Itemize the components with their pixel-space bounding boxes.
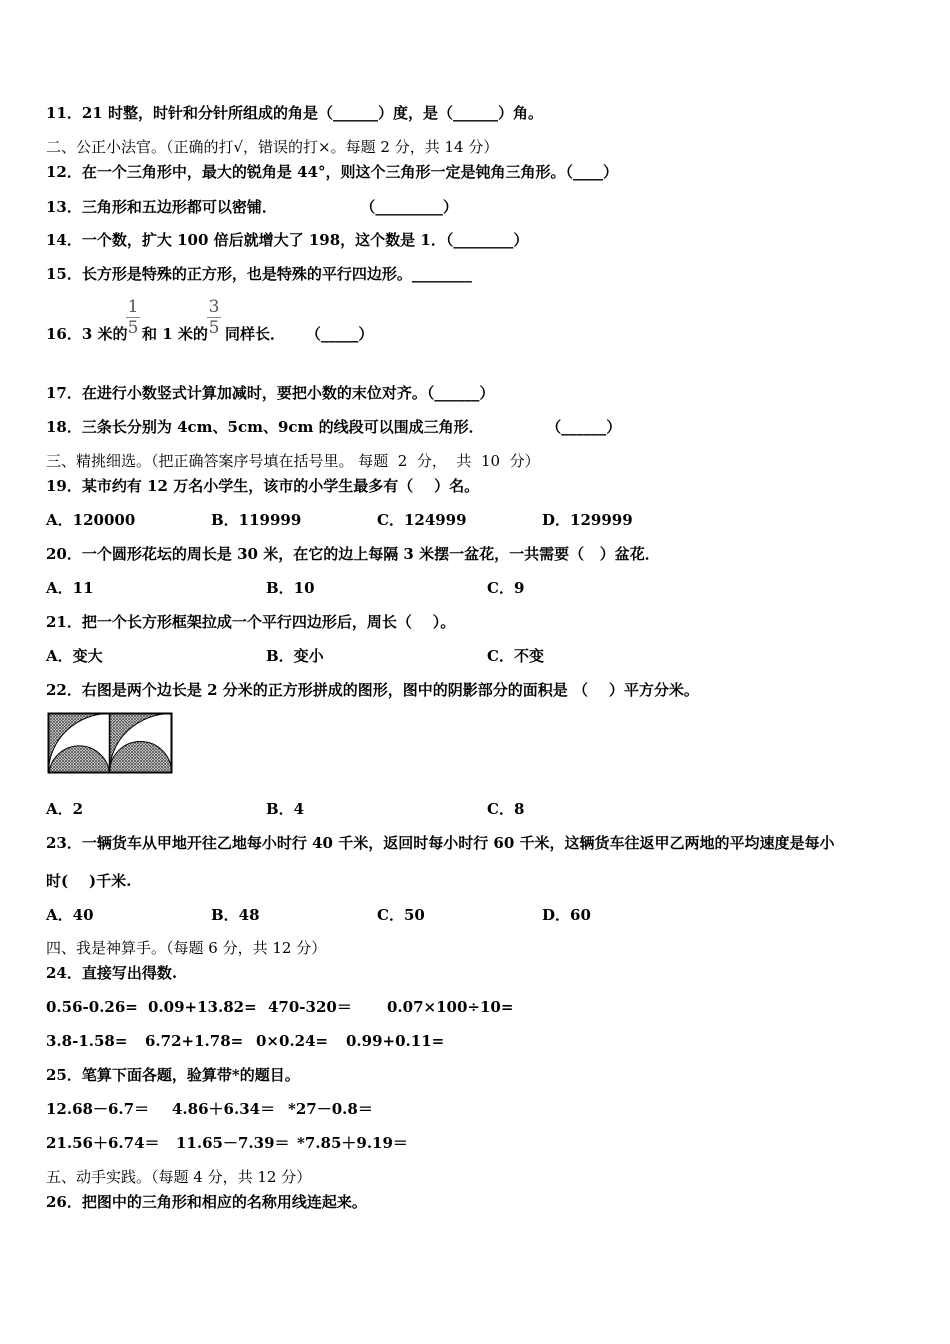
question-16-part-1: 16．3 米的 (46, 325, 128, 343)
q22-option-a: A．2 (46, 800, 84, 818)
fraction-one-fifth (126, 298, 140, 337)
q21-option-c: C．不变 (487, 647, 544, 665)
question-19: 19．某市约有 12 万名小学生，该市的小学生最多有（ ）名。 (46, 477, 480, 495)
calc24-r2-3: 0×0.24= (256, 1032, 329, 1050)
q20-option-a: A．11 (46, 579, 94, 597)
question-16-part-3: 同样长． （_____） (225, 325, 374, 343)
calc24-r1-1: 0.56-0.26= (46, 998, 138, 1016)
q21-option-b: B．变小 (266, 647, 324, 665)
q19-option-b: B．119999 (211, 511, 302, 529)
calc25-r2-2: 11.65－7.39＝ (176, 1134, 290, 1152)
question-23-line-2: 时( )千米. (46, 872, 132, 890)
question-14: 14．一个数，扩大 100 倍后就增大了 198，这个数是 1．（________） (46, 231, 529, 249)
question-15: 15．长方形是特殊的正方形，也是特殊的平行四边形。________ (46, 265, 472, 283)
calc25-r1-2: 4.86＋6.34＝ (172, 1100, 276, 1118)
calc24-r1-3: 470-320＝ (268, 998, 352, 1016)
question-24: 24．直接写出得数. (46, 964, 178, 982)
question-20: 20．一个圆形花坛的周长是 30 米，在它的边上每隔 3 米摆一盆花，一共需要（ ）盆花． (46, 545, 660, 563)
q23-option-b: B．48 (211, 906, 260, 924)
calc25-r1-3: *27－0.8＝ (288, 1100, 373, 1118)
q19-option-d: D．129999 (542, 511, 633, 529)
section-4-heading: 四、我是神算手。（每题 6 分，共 12 分） (46, 939, 327, 957)
question-22: 22．右图是两个边长是 2 分米的正方形拼成的图形，图中的阴影部分的面积是 （ ）平方分米。 (46, 681, 699, 699)
section-2-heading: 二、公正小法官。（正确的打√，错误的打×。每题 2 分，共 14 分） (46, 138, 499, 156)
question-11: 11．21 时整，时针和分针所组成的角是（______）度，是（______）角。 (46, 104, 543, 122)
question-16-part-2: 和 1 米的 (142, 325, 208, 343)
q23-option-c: C．50 (377, 906, 425, 924)
question-26: 26．把图中的三角形和相应的名称用线连起来。 (46, 1193, 367, 1211)
question-21: 21．把一个长方形框架拉成一个平行四边形后，周长（ ）。 (46, 613, 456, 631)
fraction-numerator: 1 (127, 297, 139, 317)
q19-option-a: A．120000 (46, 511, 136, 529)
calc24-r1-4: 0.07×100÷10= (387, 998, 514, 1016)
q22-option-b: B．4 (266, 800, 305, 818)
q22-option-c: C．8 (487, 800, 525, 818)
q21-option-a: A．变大 (46, 647, 103, 665)
calc25-r2-1: 21.56＋6.74＝ (46, 1134, 160, 1152)
section-5-heading: 五、动手实践。（每题 4 分，共 12 分） (46, 1168, 312, 1186)
calc24-r2-2: 6.72+1.78= (145, 1032, 244, 1050)
q20-option-b: B．10 (266, 579, 315, 597)
fraction-numerator: 3 (208, 297, 220, 317)
calc25-r1-1: 12.68－6.7＝ (46, 1100, 150, 1118)
q19-option-c: C．124999 (377, 511, 467, 529)
q23-option-d: D．60 (542, 906, 591, 924)
question-25: 25．笔算下面各题，验算带*的题目。 (46, 1066, 300, 1084)
question-17: 17．在进行小数竖式计算加减时，要把小数的末位对齐。（______） (46, 384, 495, 402)
question-18: 18．三条长分别为 4cm、5cm、9cm 的线段可以围成三角形． （______） (46, 418, 622, 436)
fraction-denominator: 5 (208, 318, 220, 338)
q20-option-c: C．9 (487, 579, 525, 597)
fraction-denominator: 5 (127, 318, 139, 338)
question-23-line-1: 23．一辆货车从甲地开往乙地每小时行 40 千米，返回时每小时行 60 千米，这辆货车往返甲乙两地的平均速度是每小 (46, 834, 835, 852)
q23-option-a: A．40 (46, 906, 94, 924)
question-12: 12．在一个三角形中，最大的锐角是 44°，则这个三角形一定是钝角三角形。（____） (46, 163, 618, 181)
calc24-r2-1: 3.8-1.58= (46, 1032, 128, 1050)
calc24-r1-2: 0.09+13.82= (148, 998, 257, 1016)
calc24-r2-4: 0.99+0.11= (346, 1032, 445, 1050)
calc25-r2-3: *7.85＋9.19＝ (297, 1134, 408, 1152)
section-3-heading: 三、精挑细选。（把正确答案序号填在括号里。 每题 2 分， 共 10 分） (46, 452, 540, 470)
fraction-three-fifths (207, 298, 221, 337)
question-13: 13．三角形和五边形都可以密铺． （_________） (46, 198, 458, 216)
two-squares-shaded-figure (47, 712, 174, 774)
